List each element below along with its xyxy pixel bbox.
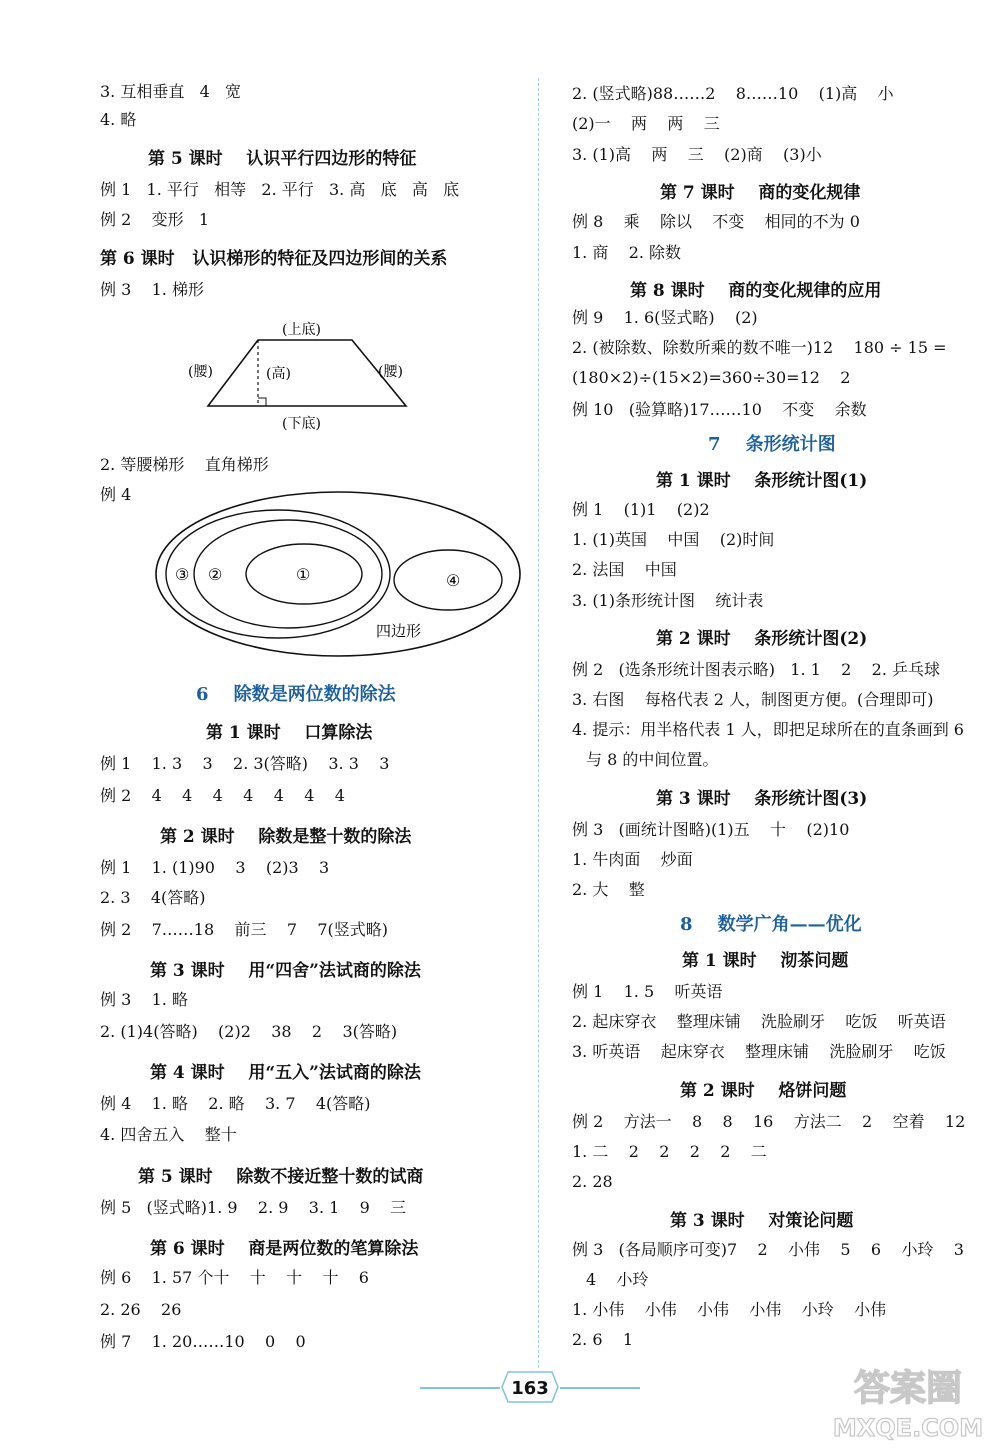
lesson-heading: 第 3 课时 对策论问题 (670, 1211, 854, 1231)
answer-line: 例 10 (验算略)17……10 不变 余数 (572, 400, 867, 419)
lesson-heading: 第 1 课时 条形统计图(1) (656, 471, 868, 491)
answer-line: 2. 起床穿衣 整理床铺 洗脸刷牙 吃饭 听英语 (572, 1012, 946, 1031)
answer-line: 与 8 的中间位置。 (586, 750, 719, 769)
trapezoid-height-label: (高) (266, 366, 291, 382)
trapezoid-diagram (170, 318, 440, 438)
answer-line: 例 9 1. 6(竖式略) (2) (572, 308, 758, 327)
answer-line: 3. (1)条形统计图 统计表 (572, 591, 764, 610)
answer-line: 2. 法国 中国 (572, 560, 677, 579)
answer-line: 2. 大 整 (572, 880, 645, 899)
trapezoid-right-label: (腰) (378, 364, 403, 380)
quadrilateral-label: 四边形 (376, 622, 422, 640)
footer-line-left (420, 1387, 500, 1389)
lesson-heading: 第 5 课时 认识平行四边形的特征 (148, 149, 417, 169)
answer-line: 例 2 方法一 8 8 16 方法二 2 空着 12 (572, 1112, 966, 1131)
answer-line: 1. 二 2 2 2 2 二 (572, 1142, 767, 1161)
answer-line: 例 5 (竖式略)1. 9 2. 9 3. 1 9 三 (100, 1198, 407, 1217)
answer-line: 例 2 7……18 前三 7 7(竖式略) (100, 920, 389, 939)
answer-line: 例 6 1. 57 个十 十 十 十 6 (100, 1268, 369, 1287)
answer-line: 2. 等腰梯形 直角梯形 (100, 455, 269, 474)
page-number-badge (500, 1370, 560, 1404)
lesson-heading: 第 1 课时 沏茶问题 (682, 951, 849, 971)
trapezoid-bottom-label: (下底) (282, 416, 321, 432)
answer-line: 3. (1)高 两 三 (2)商 (3)小 (572, 145, 822, 164)
region-1-label: ① (296, 565, 311, 584)
lesson-heading: 第 2 课时 烙饼问题 (680, 1081, 847, 1101)
lesson-heading: 第 6 课时 商是两位数的笔算除法 (150, 1239, 419, 1259)
lesson-heading: 第 1 课时 口算除法 (206, 723, 373, 743)
answer-line: 例 1 (1)1 (2)2 (572, 500, 710, 519)
answer-line: 例 7 1. 20……10 0 0 (100, 1332, 306, 1351)
answer-line: 例 3 (画统计图略)(1)五 十 (2)10 (572, 820, 850, 839)
answer-line: 1. 商 2. 除数 (572, 243, 682, 262)
footer-line-right (560, 1387, 640, 1389)
answer-line: 例 2 (选条形统计图表示略) 1. 1 2 2. 乒乓球 (572, 660, 941, 679)
lesson-heading: 第 6 课时 认识梯形的特征及四边形间的关系 (100, 249, 448, 269)
section-title: 7 条形统计图 (708, 434, 836, 455)
answer-line: 例 3 1. 略 (100, 990, 188, 1009)
site-watermark (820, 1360, 995, 1445)
answer-line: 例 3 1. 梯形 (100, 280, 204, 299)
answer-line: 3. 听英语 起床穿衣 整理床铺 洗脸刷牙 吃饭 (572, 1042, 946, 1061)
answer-line: 例 1 1. 5 听英语 (572, 982, 723, 1001)
answer-line: 例 1 1. 平行 相等 2. 平行 3. 高 底 高 底 (100, 180, 460, 199)
answer-line: 3. 互相垂直 4 宽 (100, 82, 242, 101)
answer-line: 例 2 4 4 4 4 4 4 4 (100, 786, 345, 805)
column-divider (538, 78, 539, 1368)
answer-line: 例 8 乘 除以 不变 相同的不为 0 (572, 212, 860, 231)
region-3-label: ③ (175, 565, 190, 584)
answer-line: 4. 提示：用半格代表 1 人，即把足球所在的直条画到 6 (572, 720, 964, 739)
lesson-heading: 第 3 课时 用“四舍”法试商的除法 (150, 961, 421, 981)
answer-line: 例 1 1. 3 3 2. 3(答略) 3. 3 3 (100, 754, 390, 773)
answer-line: 2. 26 26 (100, 1300, 182, 1319)
answer-line: 例 4 (100, 485, 132, 504)
page-number: 163 (511, 1378, 549, 1399)
region-2-label: ② (208, 565, 223, 584)
answer-line: 2. (竖式略)88……2 8……10 (1)高 小 (572, 84, 894, 103)
answer-line: (180×2)÷(15×2)=360÷30=12 2 (572, 368, 851, 387)
answer-line: 2. (被除数、除数所乘的数不唯一)12 180 ÷ 15 = (572, 338, 947, 357)
answer-line: 4 小玲 (586, 1270, 649, 1289)
lesson-heading: 第 5 课时 除数不接近整十数的试商 (138, 1167, 424, 1187)
trapezoid-left-label: (腰) (188, 364, 213, 380)
answer-line: 例 3 (各局顺序可变)7 2 小伟 5 6 小玲 3 (572, 1240, 964, 1259)
answer-line: 例 1 1. (1)90 3 (2)3 3 (100, 858, 330, 877)
section-title: 8 数学广角——优化 (680, 914, 862, 935)
answer-line: 1. (1)英国 中国 (2)时间 (572, 530, 775, 549)
answer-line: 例 2 变形 1 (100, 210, 210, 229)
lesson-heading: 第 3 课时 条形统计图(3) (656, 789, 868, 809)
section-title: 6 除数是两位数的除法 (196, 684, 396, 705)
lesson-heading: 第 2 课时 除数是整十数的除法 (160, 827, 412, 847)
answer-line: 2. 3 4(答略) (100, 888, 206, 907)
answer-line: 2. (1)4(答略) (2)2 38 2 3(答略) (100, 1022, 398, 1041)
svg-text:MXQE.COM: MXQE.COM (832, 1414, 984, 1442)
answer-line: 4. 略 (100, 110, 137, 129)
svg-text:答案圈: 答案圈 (853, 1368, 963, 1409)
answer-line: 1. 牛肉面 炒面 (572, 850, 693, 869)
answer-line: 2. 28 (572, 1172, 613, 1191)
answer-line: (2)一 两 两 三 (572, 114, 720, 133)
lesson-heading: 第 7 课时 商的变化规律 (660, 183, 861, 203)
quadrilateral-ellipse-diagram (150, 488, 530, 660)
lesson-heading: 第 2 课时 条形统计图(2) (656, 629, 868, 649)
answer-line: 2. 6 1 (572, 1330, 634, 1349)
region-4-label: ④ (446, 571, 461, 590)
answer-line: 3. 右图 每格代表 2 人，制图更方便。(合理即可) (572, 690, 934, 709)
answer-line: 例 4 1. 略 2. 略 3. 7 4(答略) (100, 1094, 371, 1113)
answer-line: 1. 小伟 小伟 小伟 小伟 小玲 小伟 (572, 1300, 887, 1319)
trapezoid-top-label: (上底) (282, 322, 321, 338)
answer-line: 4. 四舍五入 整十 (100, 1125, 237, 1144)
lesson-heading: 第 4 课时 用“五入”法试商的除法 (150, 1063, 421, 1083)
lesson-heading: 第 8 课时 商的变化规律的应用 (630, 281, 882, 301)
